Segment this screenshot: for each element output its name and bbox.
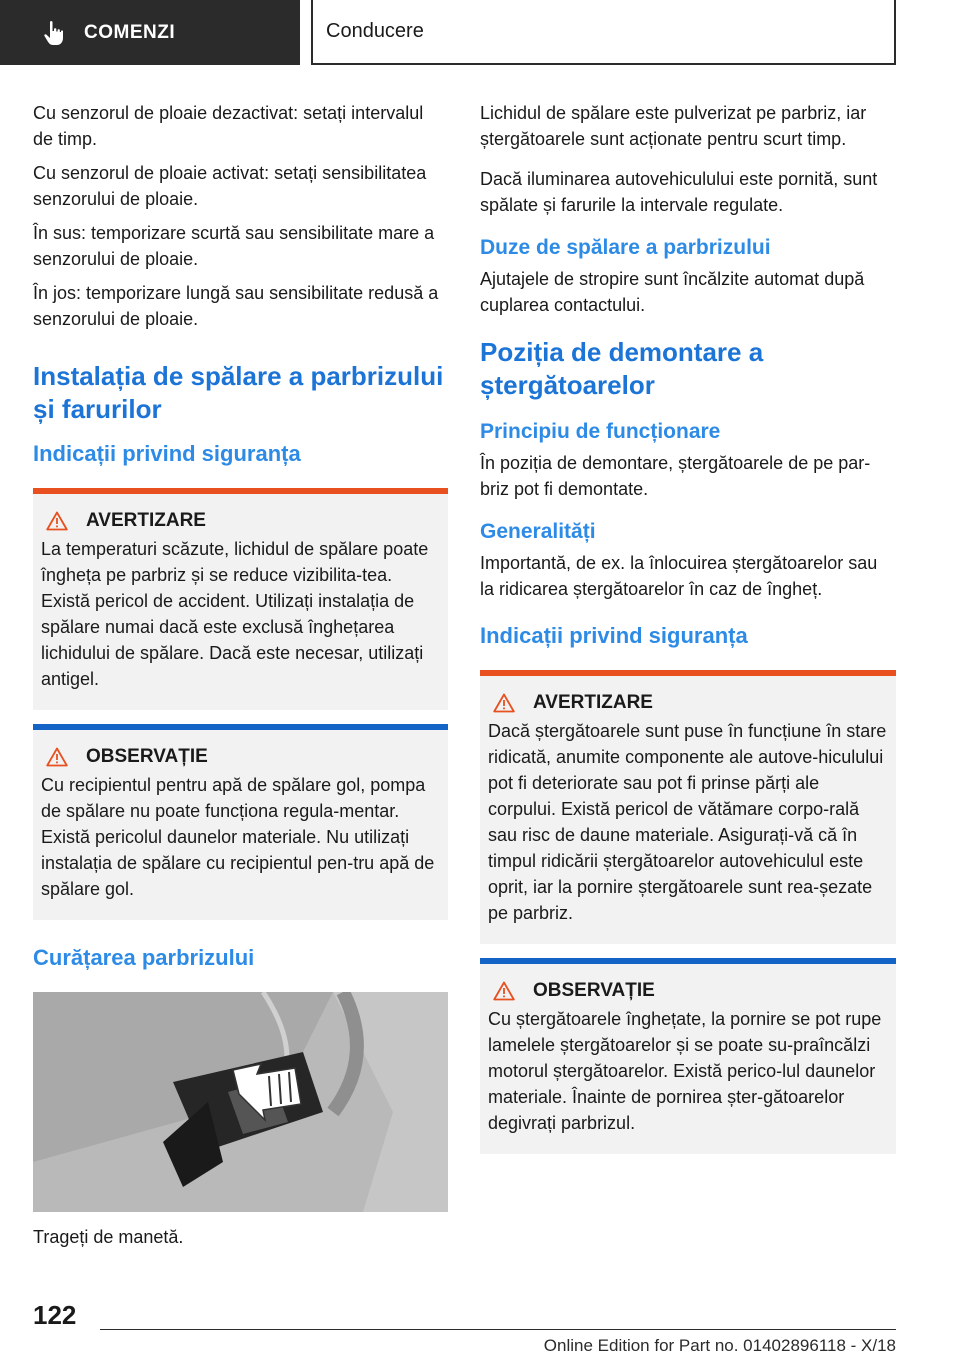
notice-box bbox=[33, 724, 448, 920]
notice-title: OBSERVAȚIE bbox=[533, 980, 655, 1001]
paragraph: În poziția de demontare, ștergătoarele de pe par-briz pot fi demontate. bbox=[480, 453, 871, 499]
subsection-heading: Indicații privind siguranța bbox=[480, 623, 748, 648]
subsection-heading: Principiu de funcționare bbox=[480, 420, 721, 443]
notice-box bbox=[480, 958, 896, 1154]
paragraph: Cu senzorul de ploaie activat: setați sensibilitatea senzorului de ploaie. bbox=[33, 163, 427, 209]
hand-pointer-icon bbox=[42, 20, 66, 46]
left-column bbox=[33, 100, 448, 1250]
subsection-heading: Generalități bbox=[480, 520, 596, 543]
warning-box bbox=[480, 670, 896, 944]
section-heading: Poziția de demontare a ștergătoarelor bbox=[480, 337, 764, 400]
paragraph: Importantă, de ex. la înlocuirea ștergătoarelor sau la ridicarea ștergătoarelor în caz de îngheț. bbox=[480, 553, 878, 599]
wiper-lever-illustration bbox=[33, 992, 448, 1212]
paragraph: Ajutajele de stropire sunt încălzite automat după cuplarea contactului. bbox=[480, 269, 865, 315]
caution-triangle-icon bbox=[493, 981, 515, 1001]
subsection-heading: Duze de spălare a parbrizului bbox=[480, 236, 771, 259]
footer-divider bbox=[100, 1329, 896, 1330]
paragraph: Cu senzorul de ploaie dezactivat: setați intervalul de timp. bbox=[33, 103, 424, 149]
paragraph: Lichidul de spălare este pulverizat pe parbriz, iar ștergătoarele sunt acționate pentru scurt timp. bbox=[480, 103, 867, 149]
warning-text: La temperaturi scăzute, lichidul de spălare poate îngheța pe parbriz și se reduce vizibilita-tea. Există pericol de accident. Utilizați instalația de spălare numai dacă este exclusă înghețarea lichidului de spălare. Dacă este necesar, utilizați antigel. bbox=[41, 539, 429, 689]
warning-title: AVERTIZARE bbox=[533, 692, 653, 713]
warning-title: AVERTIZARE bbox=[86, 510, 206, 531]
notice-text: Cu recipientul pentru apă de spălare gol, pompa de spălare nu poate funcționa regula-mentar. Există pericolul daunelor materiale. Nu utilizați instalația de spălare cu recipientul pen-tru apă de spălare gol. bbox=[41, 775, 435, 899]
subsection-heading: Indicații privind siguranța bbox=[33, 441, 301, 466]
notice-title: OBSERVAȚIE bbox=[86, 746, 208, 767]
right-column bbox=[480, 100, 896, 1154]
notice-text: Cu ștergătoarele înghețate, la pornire se pot rupe lamelele ștergătoarelor și se poate su-praîncălzi motorul ștergătoarelor. Există perico-lul daunelor materiale. Înainte de pornirea șter-gătoarelor degivrați parbrizul. bbox=[488, 1009, 882, 1133]
subsection-heading: Curățarea parbrizului bbox=[33, 945, 255, 970]
photo-caption: Trageți de manetă. bbox=[33, 1227, 184, 1247]
paragraph: În jos: temporizare lungă sau sensibilitate redusă a senzorului de ploaie. bbox=[33, 283, 439, 329]
section-heading: Instalația de spălare a parbrizului și farurilor bbox=[33, 361, 444, 424]
chapter-title: Conducere bbox=[311, 0, 896, 65]
paragraph: Dacă iluminarea autovehiculului este pornită, sunt spălate și farurile la intervale regulate. bbox=[480, 169, 878, 215]
section-label: COMENZI bbox=[84, 21, 176, 43]
warning-text: Dacă ștergătoarele sunt puse în funcțiune în stare ridicată, anumite componente ale autove-hiculului pot fi deteriorate sau pot fi prinse părți ale corpului. Există pericol de vătămare corpo-rală sau risc de daune materiale. Asigurați-vă că în timpul ridicării ștergătoarelor autovehiculul este oprit, iar la pornire ștergătoarele sunt rea-șezate pe parbriz. bbox=[488, 721, 887, 923]
wiper-lever-photo bbox=[33, 992, 448, 1212]
paragraph: În sus: temporizare scurtă sau sensibilitate mare a senzorului de ploaie. bbox=[33, 223, 435, 269]
edition-text: Online Edition for Part no. 01402896118 - X/18 bbox=[543, 1336, 896, 1355]
warning-triangle-icon bbox=[493, 693, 515, 713]
page-number: 122 bbox=[33, 1300, 77, 1330]
warning-triangle-icon bbox=[46, 511, 68, 531]
warning-box bbox=[33, 488, 448, 710]
caution-triangle-icon bbox=[46, 747, 68, 767]
section-tab bbox=[0, 0, 300, 65]
